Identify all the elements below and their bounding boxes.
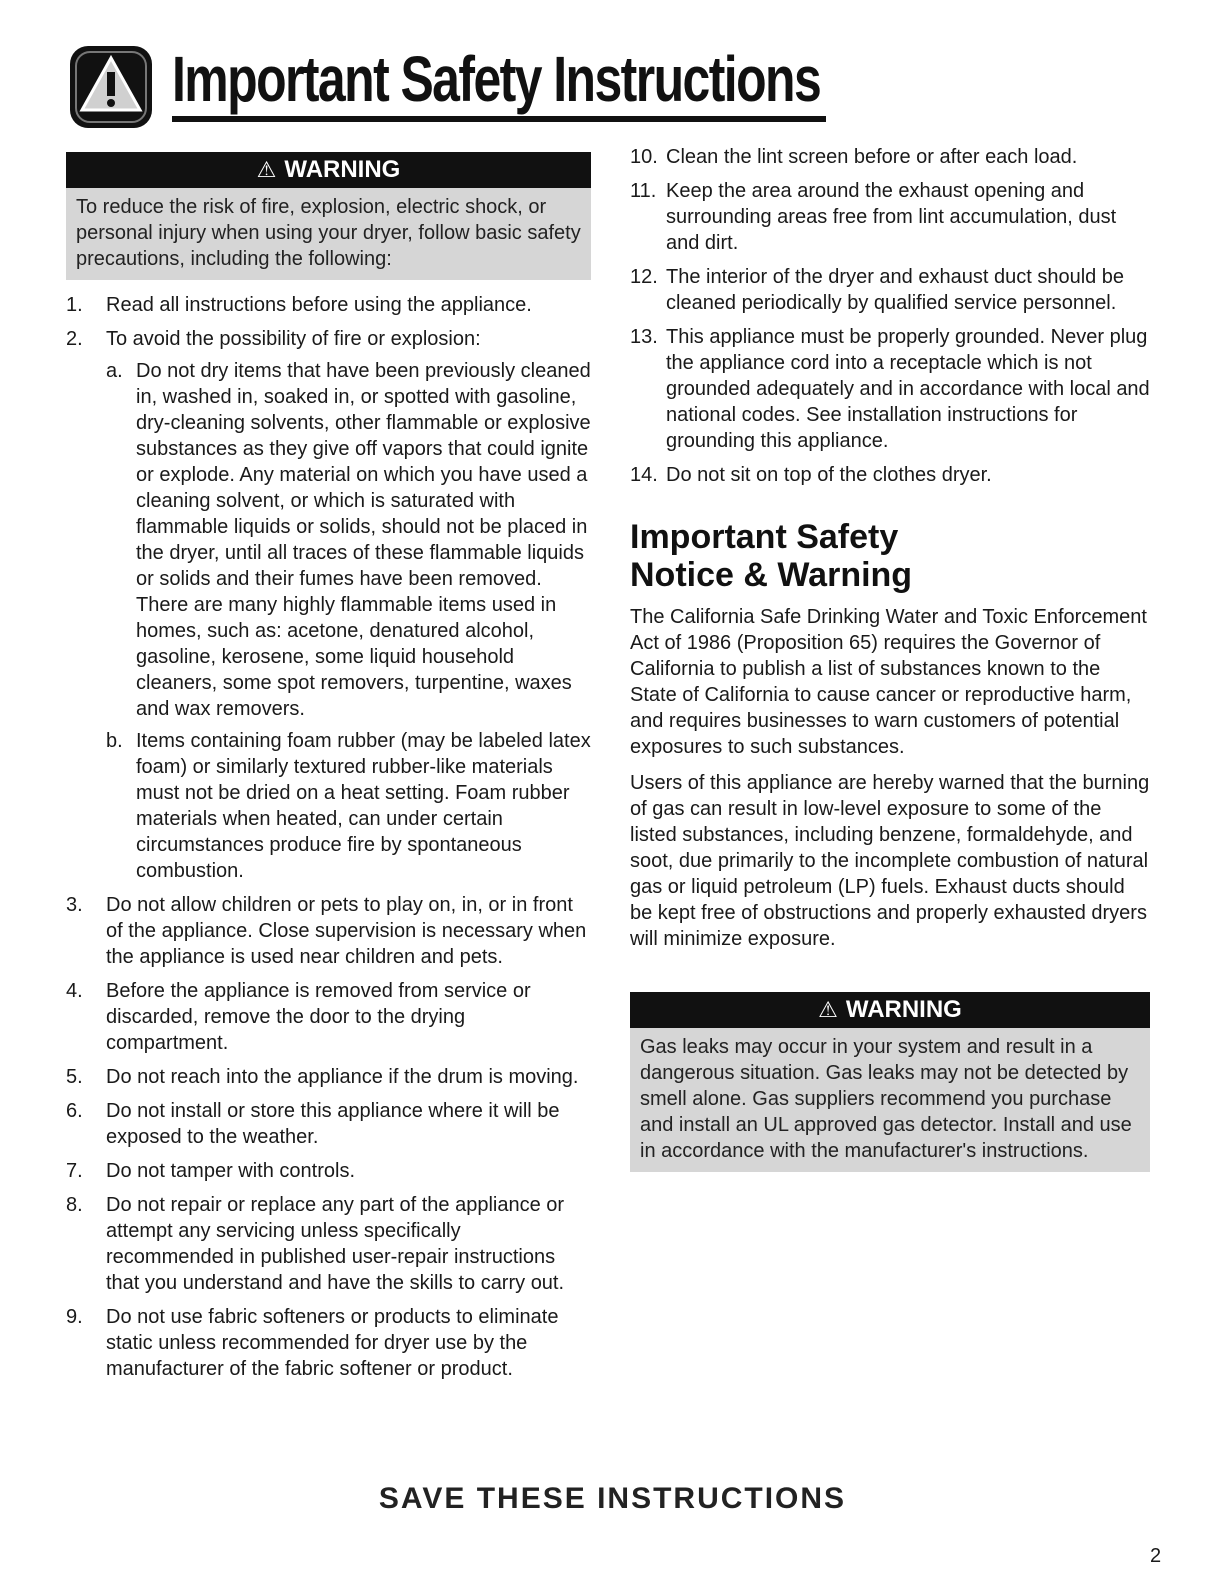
item-number: 10. <box>630 146 658 168</box>
safety-list-left <box>66 292 591 1382</box>
safety-list-right <box>630 144 1150 488</box>
item-number: 9. <box>66 1306 83 1328</box>
item-number: a. <box>106 360 123 382</box>
notice-paragraph: The California Safe Drinking Water and Toxic Enforcement Act of 1986 (Proposition 65) requires the Governor of California to publish a list of substances known to the State of California to cause cancer or reproductive harm, and requires businesses to warn customers of potential exposures to such substances. <box>630 606 1147 758</box>
page-number: 2 <box>1150 1545 1162 1567</box>
warning-text: Gas leaks may occur in your system and result in a dangerous situation. Gas leaks may not be detected by smell alone. Gas suppliers recommend you purchase and install an UL approved gas detector. Install and use in accordance with the manufacturer's instructions. <box>640 1036 1132 1162</box>
sub-list-item <box>106 728 591 884</box>
sub-list-item <box>106 358 591 722</box>
right-column <box>630 144 1150 1184</box>
warning-heading <box>630 992 1150 1028</box>
item-text: Do not allow children or pets to play on, in, or in front of the appliance. Close supervision is necessary when the appliance is used near children and pets. <box>106 894 587 968</box>
list-item <box>630 324 1150 454</box>
item-text: Do not use fabric softeners or products to eliminate static unless recommended for dryer use by the manufacturer of the fabric softener or product. <box>106 1306 559 1380</box>
item-text: Keep the area around the exhaust opening and surrounding areas free from lint accumulation, dust and dirt. <box>666 180 1117 254</box>
list-item <box>66 326 591 884</box>
item-number: 12. <box>630 266 658 288</box>
list-item <box>66 1158 591 1184</box>
warning-triangle-icon <box>68 44 154 130</box>
item-text: Do not repair or replace any part of the appliance or attempt any servicing unless specifically recommended in published user-repair instructions that you understand and have the skills to carry out. <box>106 1194 565 1294</box>
item-number: 13. <box>630 326 658 348</box>
item-text: The interior of the dryer and exhaust duct should be cleaned periodically by qualified service personnel. <box>666 266 1125 314</box>
notice-heading-line1: Important Safety <box>630 518 899 556</box>
list-item <box>66 978 591 1056</box>
item-text: This appliance must be properly grounded. Never plug the appliance cord into a receptacle which is not grounded adequately and in accordance with local and national codes. See installation instructions for grounding this appliance. <box>666 326 1150 452</box>
title-underline <box>172 116 826 122</box>
list-item <box>630 264 1150 316</box>
item-text: Do not sit on top of the clothes dryer. <box>666 464 992 486</box>
list-item <box>66 292 591 318</box>
left-column <box>66 152 591 1390</box>
notice-heading <box>630 518 1150 594</box>
footer-save-instructions: SAVE THESE INSTRUCTIONS <box>378 1482 847 1515</box>
item-text: Do not install or store this appliance where it will be exposed to the weather. <box>106 1100 560 1148</box>
item-number: 14. <box>630 464 658 486</box>
item-number: 2. <box>66 328 83 350</box>
list-item <box>66 1064 591 1090</box>
item-number: 5. <box>66 1066 83 1088</box>
item-text: Items containing foam rubber (may be labeled latex foam) or similarly textured rubber-like materials must not be dried on a heat setting. Foam rubber materials when heated, can under certain circumstances produce fire by spontaneous combustion. <box>136 730 591 882</box>
page-header <box>56 36 826 126</box>
item-number: 1. <box>66 294 83 316</box>
list-item <box>66 892 591 970</box>
item-number: 4. <box>66 980 83 1002</box>
list-item <box>630 462 1150 488</box>
list-item <box>630 144 1150 170</box>
item-number: 8. <box>66 1194 83 1216</box>
item-text: Clean the lint screen before or after each load. <box>666 146 1078 168</box>
warning-label: WARNING <box>284 156 401 183</box>
item-text: Do not reach into the appliance if the drum is moving. <box>106 1066 579 1088</box>
item-text: To avoid the possibility of fire or explosion: <box>106 328 481 350</box>
item-number: 7. <box>66 1160 83 1182</box>
item-number: 6. <box>66 1100 83 1122</box>
item-text: Do not dry items that have been previously cleaned in, washed in, soaked in, or spotted with gasoline, dry-cleaning solvents, other flammable or explosive substances as they give off vapors that could ignite or explode. Any material on which you have used a cleaning solvent, or which is saturated with flammable liquids or solids, should not be placed in the dryer, until all traces of these flammable liquids or solids and their fumes have been removed. There are many highly flammable items used in homes, such as: acetone, denatured alcohol, gasoline, kerosene, some liquid household cleaners, some spot removers, turpentine, waxes and wax removers. <box>136 360 591 720</box>
item-text: Read all instructions before using the appliance. <box>106 294 532 316</box>
item-number: 11. <box>630 180 657 202</box>
item-text: Do not tamper with controls. <box>106 1160 355 1182</box>
page-title: Important Safety Instructions <box>172 43 821 115</box>
sub-list <box>106 358 591 884</box>
warning-triangle-icon: ⚠ <box>818 997 838 1022</box>
item-number: 3. <box>66 894 83 916</box>
warning-text: To reduce the risk of fire, explosion, electric shock, or personal injury when using your dryer, follow basic safety precautions, including the following: <box>76 196 581 270</box>
item-number: b. <box>106 730 123 752</box>
notice-paragraph: Users of this appliance are hereby warned that the burning of gas can result in low-level exposure to some of the listed substances, including benzene, formaldehyde, and soot, due primarily to the incomplete combustion of natural gas or liquid petroleum (LP) fuels. Exhaust ducts should be kept free of obstructions and properly exhausted dryers will minimize exposure. <box>630 772 1150 950</box>
list-item <box>630 178 1150 256</box>
left-warning-box <box>66 152 591 280</box>
list-item <box>66 1098 591 1150</box>
notice-heading-line2: Notice & Warning <box>630 556 913 594</box>
list-item <box>66 1192 591 1296</box>
right-warning-box <box>630 992 1150 1172</box>
item-text: Before the appliance is removed from service or discarded, remove the door to the drying compartment. <box>106 980 531 1054</box>
warning-heading <box>66 152 591 188</box>
warning-label: WARNING <box>845 996 962 1023</box>
list-item <box>66 1304 591 1382</box>
warning-triangle-icon: ⚠ <box>256 157 277 182</box>
